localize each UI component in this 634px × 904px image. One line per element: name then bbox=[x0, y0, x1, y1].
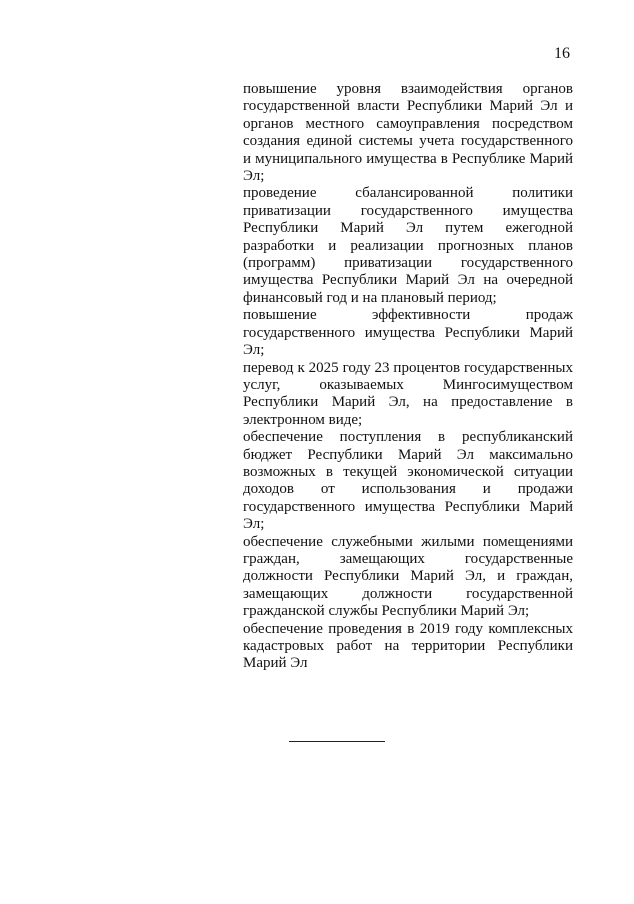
paragraph-sales-efficiency: повышение эффективности продаж государственного имущества Республики Марий Эл; bbox=[243, 307, 573, 359]
paragraph-privatization: проведение сбалансированной политики приватизации государственного имущества Республики Марий Эл путем ежегодной разработки и реализации прогнозных планов (программ) приватизации государственного имущества Республики Марий Эл на очередной финансовый год и на плановый период; bbox=[243, 185, 573, 306]
paragraph-cadastral-works: обеспечение проведения в 2019 году комплексных кадастровых работ на территории Республики Марий Эл bbox=[243, 620, 573, 672]
page-number: 16 bbox=[554, 45, 570, 62]
paragraph-housing: обеспечение служебными жилыми помещениями граждан, замещающих государственные должности Республики Марий Эл, и граждан, замещающих должности государственной гражданской службы Республики Марий Эл; bbox=[243, 533, 573, 620]
document-body bbox=[243, 81, 573, 673]
paragraph-interaction: повышение уровня взаимодействия органов государственной власти Республики Марий Эл и органов местного самоуправления посредством создания единой системы учета государственного и муниципального имущества в Республике Марий Эл; bbox=[243, 81, 573, 185]
paragraph-budget-revenue: обеспечение поступления в республиканский бюджет Республики Марий Эл максимально возможных в текущей экономической ситуации доходов от использования и продажи государственного имущества Республики Марий Эл; bbox=[243, 429, 573, 533]
paragraph-electronic-services: перевод к 2025 году 23 процентов государственных услуг, оказываемых Мингосимуществом Республики Марий Эл, на предоставление в электронном виде; bbox=[243, 359, 573, 428]
end-separator-line bbox=[289, 741, 385, 742]
